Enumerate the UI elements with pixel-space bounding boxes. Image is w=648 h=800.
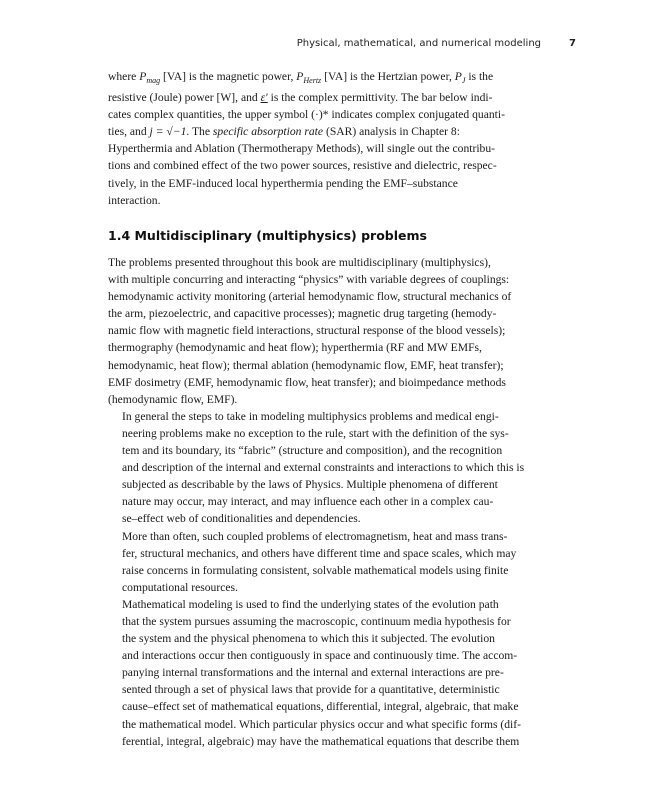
- running-header: [297, 38, 576, 49]
- paragraph: More than often, such coupled problems of electromagnetism, heat and mass trans- fer, structural mechanics, and others have different time and space scales, which may raise concerns in formulating consistent, solvable mathematical models using finite computational resources.: [122, 529, 517, 594]
- text-line: ties, and j = √−1. The specific absorption rate (SAR) analysis in Chapter 8:: [108, 125, 460, 139]
- text-line: resistive (Joule) power [W], and ε′ is the complex permittivity. The bar below indi-: [108, 91, 493, 105]
- paragraph: The problems presented throughout this book are multidisciplinary (multiphysics), with multiple concurring and interacting “physics” with variable degrees of couplings: hemodynamic activity monitoring (arterial hemodynamic flow, structural mechanics of the arm, piezoelectric, and capacitive processes); magnetic drug targeting (hemody- namic flow with magnetic field interactions, structural response of the blood vessels); thermography (hemodynamic and heat flow); hyperthermia (RF and MW EMFs, hemodynamic, heat flow); thermal ablation (hemodynamic flow, EMF, heat transfer); EMF dosimetry (EMF, hemodynamic flow, heat transfer); and bioimpedance methods (hemodynamic flow, EMF).: [108, 256, 512, 406]
- text-line: tions and combined effect of the two power sources, resistive and dielectric, respec-: [108, 159, 497, 173]
- text-line: tively, in the EMF-induced local hyperthermia pending the EMF–substance: [108, 176, 458, 190]
- text-line: Hyperthermia and Ablation (Thermotherapy Methods), will single out the contribu-: [108, 142, 496, 156]
- page-number: 7: [569, 38, 576, 49]
- section-body: [108, 254, 563, 750]
- paragraph: Mathematical modeling is used to find the underlying states of the evolution path that the system pursues assuming the macroscopic, continuum media hypothesis for the system and the physical phenomena to which this it subjected. The evolution and interactions occur then contiguously in space and continuously time. The accom- panying internal transformations and the internal and external interactions are pre- sented through a set of physical laws that provide for a quantitative, deterministic cause–effect set of mathematical equations, differential, integral, algebraic, that make the mathematical model. Which particular physics occur and what specific forms (dif- ferential, integral, algebraic) may have the mathematical equations that describe them: [122, 597, 521, 748]
- intro-paragraph: [108, 68, 563, 209]
- text-line: cates complex quantities, the upper symbol (·)* indicates complex conjugated quanti-: [108, 108, 505, 122]
- running-title: Physical, mathematical, and numerical modeling: [296, 38, 542, 49]
- text-line: interaction.: [108, 193, 161, 207]
- paragraph: In general the steps to take in modeling multiphysics problems and medical engi- neering problems make no exception to the rule, start with the definition of the sys- tem and its boundary, its “fabric” (structure and composition), and the recognition and description of the internal and external constraints and interactions to which this is subjected as describable by the laws of Physics. Multiple phenomena of different nature may occur, may interact, and may influence each other in a complex cau- se–effect web of conditionalities and dependencies.: [122, 409, 525, 526]
- section-heading: 1.4 Multidisciplinary (multiphysics) problems: [108, 228, 427, 243]
- text-line: where $P_{mag}$ [VA] is the magnetic power, $P_{Hertz}$ [VA] is the Hertzian power, $P_J$ is the: [108, 70, 494, 85]
